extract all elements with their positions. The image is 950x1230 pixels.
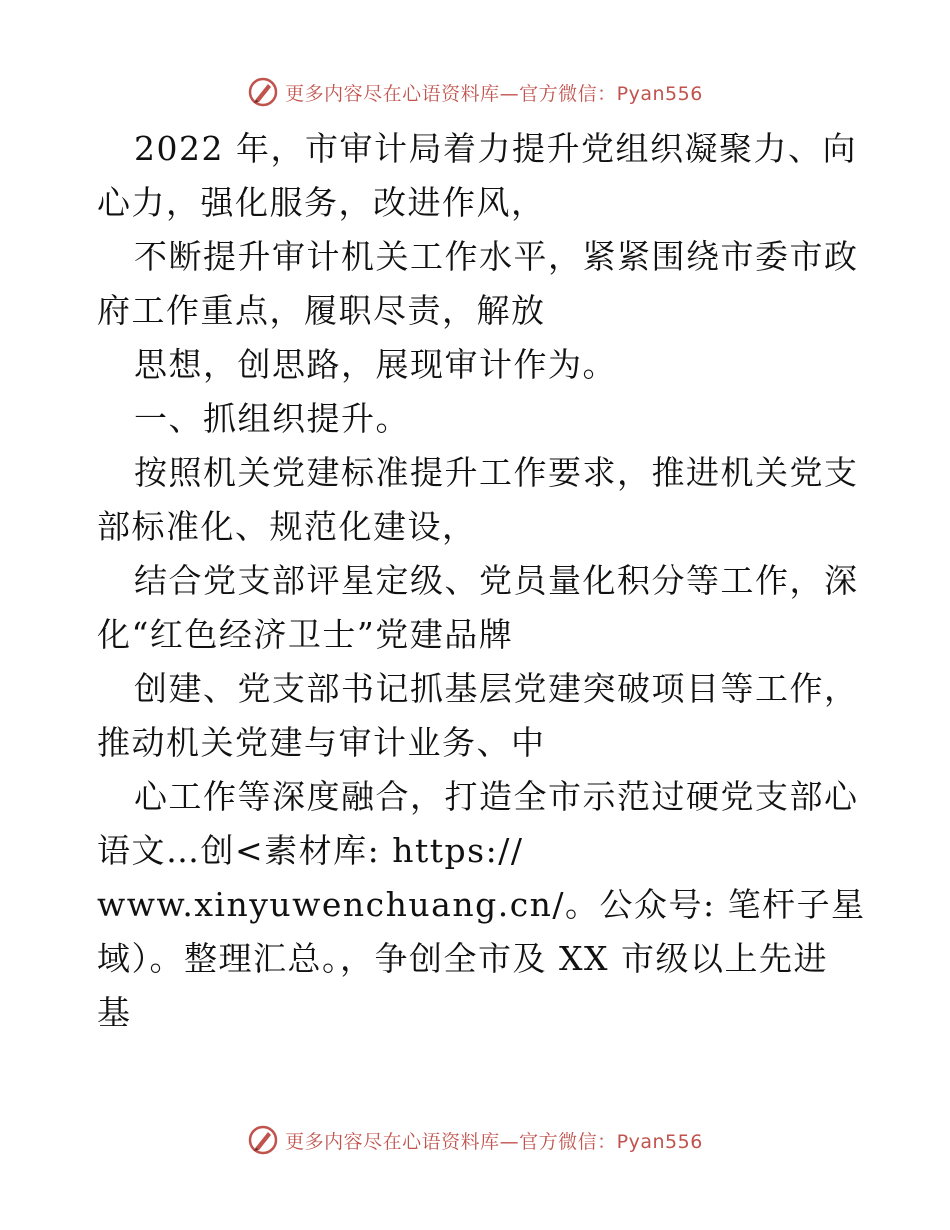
paragraph-line: 府工作重点，履职尽责，解放 bbox=[97, 291, 546, 330]
paragraph-line: 不断提升审计机关工作水平，紧紧围绕市委市政 bbox=[134, 237, 859, 276]
paragraph-line: 一、抓组织提升。 bbox=[134, 399, 410, 438]
paragraph-line: 心工作等深度融合，打造全市示范过硬党支部心 bbox=[134, 777, 859, 816]
paragraph-line: 部标准化、规范化建设， bbox=[97, 507, 477, 546]
paragraph-line: 按照机关党建标准提升工作要求，推进机关党支 bbox=[134, 453, 859, 492]
paragraph-line: 化“红色经济卫士”党建品牌 bbox=[97, 615, 514, 654]
document-body bbox=[97, 122, 866, 1040]
paragraph-line: 基 bbox=[97, 993, 132, 1032]
paragraph-line: 结合党支部评星定级、党员量化积分等工作，深 bbox=[134, 561, 859, 600]
paragraph-line: 推动机关党建与审计业务、中 bbox=[97, 723, 546, 762]
footer-watermark bbox=[0, 1120, 950, 1160]
header-watermark bbox=[0, 72, 950, 112]
paragraph-line: www.xinyuwenchuang.cn/。公众号: 笔杆子星 bbox=[97, 885, 866, 924]
paragraph-line: 创建、党支部书记抓基层党建突破项目等工作， bbox=[134, 669, 859, 708]
paragraph-line: 心力，强化服务，改进作风， bbox=[97, 183, 546, 222]
footer-banner-text: 更多内容尽在心语资料库—官方微信：Pyan556 bbox=[285, 1130, 703, 1153]
header-banner-text: 更多内容尽在心语资料库—官方微信：Pyan556 bbox=[285, 82, 703, 105]
paragraph-line: 思想，创思路，展现审计作为。 bbox=[134, 345, 617, 384]
pen-logo-icon bbox=[247, 1124, 279, 1156]
pen-logo-icon bbox=[247, 76, 279, 108]
paragraph-line: 域）。整理汇总。，争创全市及 XX 市级以上先进 bbox=[97, 939, 828, 978]
paragraph-line: 语文…创<素材库: https:// bbox=[97, 831, 524, 870]
paragraph-line: 2022 年，市审计局着力提升党组织凝聚力、向 bbox=[134, 129, 857, 168]
